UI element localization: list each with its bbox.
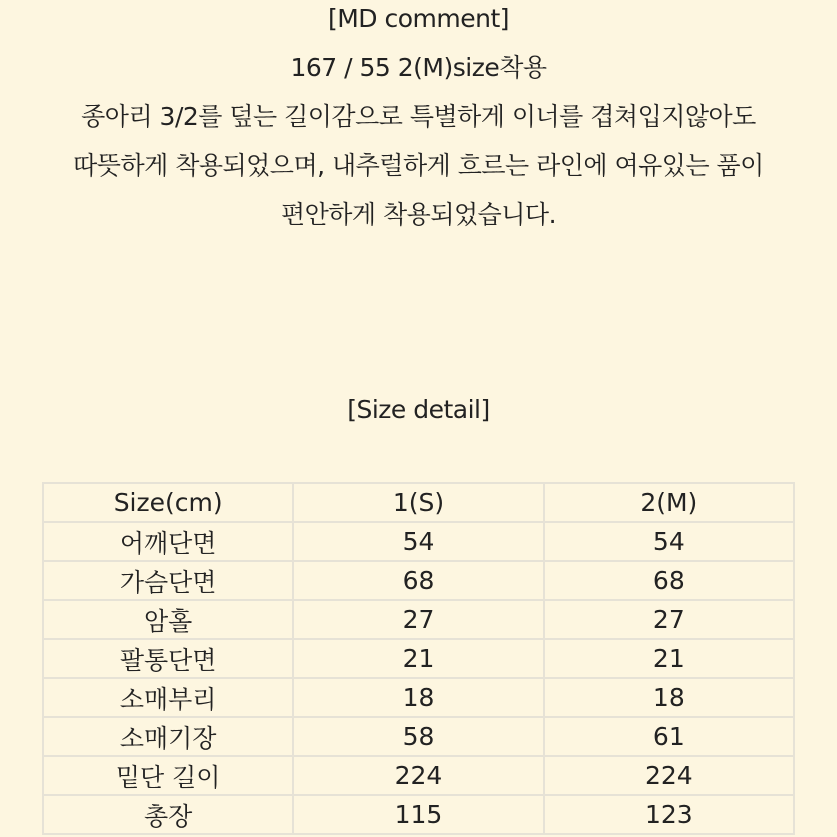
measurement-label: 소매부리 <box>43 678 293 717</box>
size-s-value: 18 <box>293 678 543 717</box>
size-m-value: 68 <box>544 561 794 600</box>
size-m-value: 224 <box>544 756 794 795</box>
measurement-label: 팔통단면 <box>43 639 293 678</box>
table-row <box>43 522 794 561</box>
measurement-label: 어깨단면 <box>43 522 293 561</box>
measurement-label: 암홀 <box>43 600 293 639</box>
md-comment-line: 167 / 55 2(M)size착용 <box>290 53 547 82</box>
measurement-label: 소매기장 <box>43 717 293 756</box>
table-row <box>43 756 794 795</box>
size-s-value: 68 <box>293 561 543 600</box>
size-s-value: 115 <box>293 795 543 834</box>
md-comment-line: 편안하게 착용되었습니다. <box>280 200 557 229</box>
md-comment-line: 종아리 3/2를 덮는 길이감으로 특별하게 이너를 겹쳐입지않아도 <box>81 102 756 131</box>
measurement-label: 밑단 길이 <box>43 756 293 795</box>
column-header: Size(cm) <box>43 483 293 522</box>
size-detail-heading: [Size detail] <box>347 395 490 424</box>
table-row <box>43 717 794 756</box>
size-m-value: 61 <box>544 717 794 756</box>
measurement-label: 가슴단면 <box>43 561 293 600</box>
column-header: 2(M) <box>544 483 794 522</box>
size-s-value: 21 <box>293 639 543 678</box>
table-header-row <box>43 483 794 522</box>
size-m-value: 27 <box>544 600 794 639</box>
measurement-label: 총장 <box>43 795 293 834</box>
md-comment-section <box>0 0 837 245</box>
table-row <box>43 561 794 600</box>
column-header: 1(S) <box>293 483 543 522</box>
table-row <box>43 639 794 678</box>
table-row <box>43 678 794 717</box>
md-comment-heading: [MD comment] <box>327 4 510 33</box>
table-row <box>43 600 794 639</box>
size-m-value: 123 <box>544 795 794 834</box>
size-s-value: 224 <box>293 756 543 795</box>
table-row <box>43 795 794 834</box>
size-s-value: 27 <box>293 600 543 639</box>
size-table <box>42 482 795 835</box>
md-comment-line: 따뜻하게 착용되었으며, 내추럴하게 흐르는 라인에 여유있는 품이 <box>73 151 764 180</box>
size-m-value: 21 <box>544 639 794 678</box>
size-s-value: 54 <box>293 522 543 561</box>
size-m-value: 54 <box>544 522 794 561</box>
size-m-value: 18 <box>544 678 794 717</box>
size-s-value: 58 <box>293 717 543 756</box>
